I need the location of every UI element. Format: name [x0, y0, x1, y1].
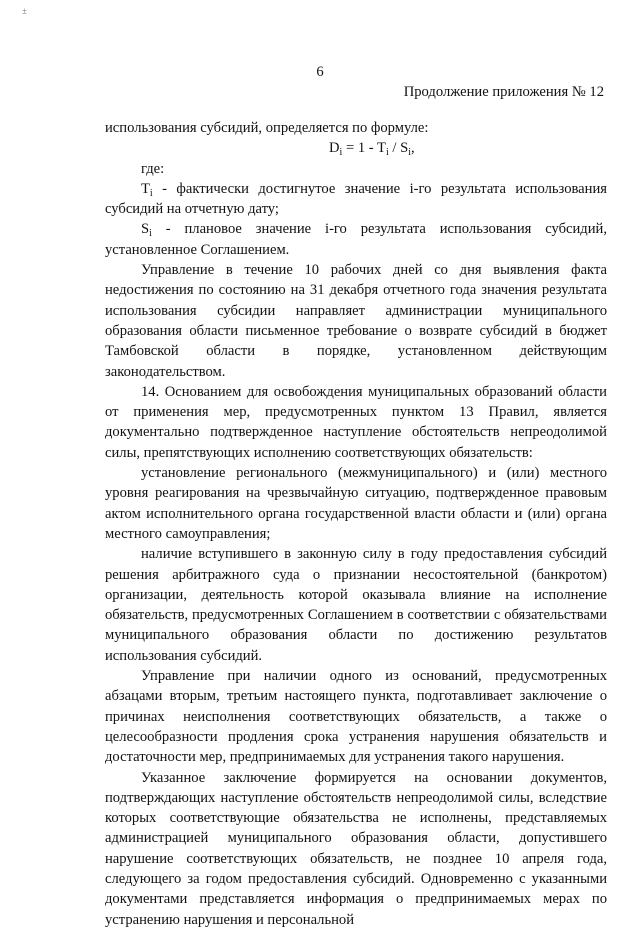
definition-t-symbol: T	[141, 180, 150, 197]
paragraph: Управление при наличии одного из оснований, предусмотренных абзацами вторым, третьим настоящего пункта, подготавливает заключение о причинах неисполнения соответствующих обязательств, а также о целесообразности продления срока устранения нарушения обязательств и достаточности мер, предпринимаемых для устранения такого нарушения.	[105, 668, 607, 766]
definition-s	[105, 219, 607, 260]
definition-t	[105, 179, 607, 220]
definition-s-sub: i	[149, 228, 152, 240]
document-body	[105, 118, 607, 930]
formula-lhs: D	[329, 140, 340, 157]
appendix-continuation-header: Продолжение приложения № 12	[403, 84, 604, 100]
formula-intro: использования субсидий, определяется по формуле:	[105, 120, 429, 136]
definition-s-text: - плановое значение i-го результата использования субсидий, установленное Соглашением.	[105, 221, 607, 258]
definition-t-sub: i	[149, 187, 153, 199]
formula	[105, 138, 607, 158]
paragraph: установление регионального (межмуниципального) и (или) местного уровня реагирования на чрезвычайную ситуацию, подтвержденное правовым актом исполнительного органа государственной власти области и (или) органа местного самоуправления;	[105, 465, 607, 542]
page-number: 6	[316, 64, 324, 80]
formula-t-sub: i	[385, 147, 389, 159]
definition-t-text: - фактически достигнутое значение i-го результата использования субсидий на отчетную дату;	[105, 180, 607, 218]
paragraph: наличие вступившего в законную силу в году предоставления субсидий решения арбитражного суда о признании несостоятельной (банкротом) организации, деятельность которой оказывала влияние на исполнение обязательств, предусмотренных Соглашением в соответствии с обязательствами муниципального образования области по достижению результатов использования субсидий.	[105, 546, 607, 664]
where-label: где:	[141, 160, 165, 177]
corner-mark: ±	[22, 6, 27, 16]
paragraph: Указанное заключение формируется на основании документов, подтверждающих наступление обстоятельств непреодолимой силы, вследствие которых соответствующие обязательства не исполнены, представляемых администрацией муниципального образования области, допустившего нарушение соответствующих обязательств, не позднее 10 апреля года, следующего за годом предоставления субсидий. Одновременно с указанными документами представляется информация о предпринимаемых мерах по устранению нарушения и персональной	[105, 769, 607, 928]
formula-mid: = 1 - T	[342, 140, 386, 157]
definition-s-symbol: S	[141, 221, 150, 238]
formula-lhs-sub: i	[339, 147, 343, 159]
formula-end: ,	[411, 140, 415, 157]
formula-div: / S	[388, 140, 409, 157]
paragraph: Управление в течение 10 рабочих дней со дня выявления факта недостижения по состоянию на 31 декабря отчетного года значения результата использования субсидии направляет администрации муниципального образования области письменное требование о возврате субсидий в бюджет Тамбовской области в порядке, установленном действующим законодательством.	[105, 262, 607, 380]
formula-s-sub: i	[408, 147, 411, 159]
paragraph: 14. Основанием для освобождения муниципальных образований области от применения мер, предусмотренных пунктом 13 Правил, является документально подтвержденное наступление обстоятельств непреодолимой силы, препятствующих исполнению соответствующих обязательств:	[105, 383, 607, 461]
